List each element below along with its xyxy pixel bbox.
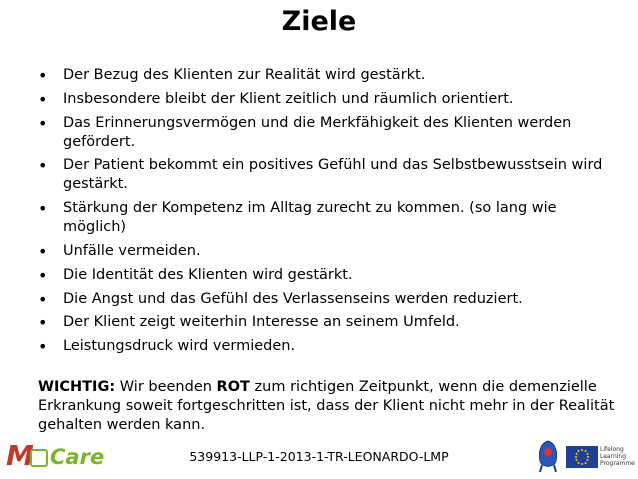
- list-item: • Das Erinnerungsvermögen und die Merkfähigkeit des Klienten werden gefördert.: [38, 114, 613, 152]
- list-item: • Die Angst und das Gefühl des Verlassenseins werden reduziert.: [38, 290, 613, 309]
- logo-care: Care: [50, 445, 105, 469]
- list-item: • Unfälle vermeiden.: [38, 242, 613, 261]
- emblem-icon: [535, 439, 561, 473]
- slide-title: Ziele: [281, 6, 357, 37]
- list-item: • Der Patient bekommt ein positives Gefühl und das Selbstbewusstsein wird gestärkt.: [38, 156, 613, 194]
- list-item: • Die Identität des Klienten wird gestärkt.: [38, 266, 613, 285]
- list-item: • Insbesondere bleibt der Klient zeitlich und räumlich orientiert.: [38, 90, 613, 109]
- list-item: • Der Bezug des Klienten zur Realität wird gestärkt.: [38, 66, 613, 85]
- lifelong-learning-label: Lifelong Learning Programme: [600, 446, 635, 467]
- eu-flag-icon: [566, 446, 598, 468]
- note-emphasis: ROT: [216, 379, 250, 395]
- project-code: 539913-LLP-1-2013-1-TR-LEONARDO-LMP: [189, 449, 449, 464]
- note-text-part1: Wir beenden: [115, 379, 217, 395]
- list-item: • Der Klient zeigt weiterhin Interesse an seinem Umfeld.: [38, 313, 613, 332]
- goals-list: [38, 66, 613, 361]
- note-label: WICHTIG:: [38, 379, 116, 395]
- note-text-part2: zum richtigen Zeitpunkt, wenn die demenzielle Erkrankung soweit fortgeschritten ist, dass der Klient nicht mehr in der Realität gehalten werden kann.: [38, 379, 615, 433]
- important-note: [38, 378, 618, 435]
- list-item: • Stärkung der Kompetenz im Alltag zurecht zu kommen. (so lang wie möglich): [38, 199, 613, 237]
- list-item: • Leistungsdruck wird vermieden.: [38, 337, 613, 356]
- logo-m: M: [6, 439, 34, 472]
